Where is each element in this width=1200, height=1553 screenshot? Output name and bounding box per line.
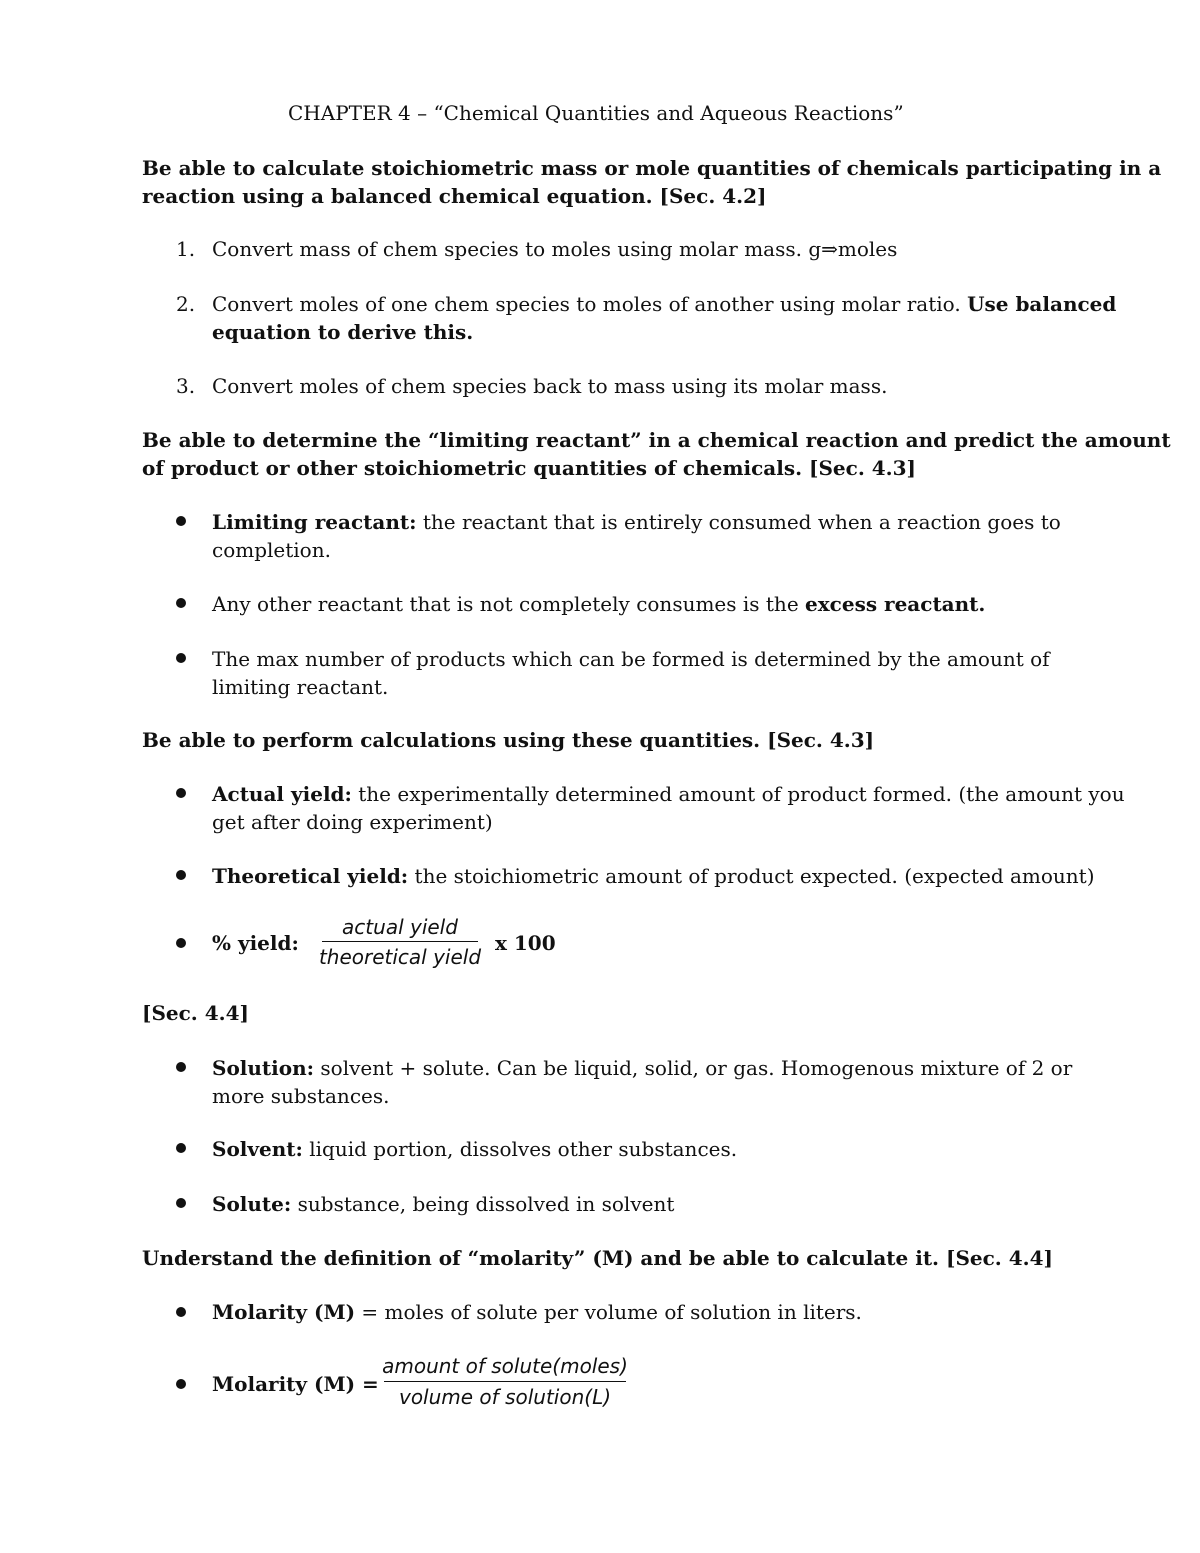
percent-yield-label: % yield: [212,931,299,955]
bullet-icon [176,1062,186,1072]
bullet-icon [176,598,186,608]
bullet-text-continued: completion. [212,538,331,562]
bullet-text: Solvent: liquid portion, dissolves other substances. [212,1137,738,1161]
molarity-formula-label: Molarity (M) = [212,1372,379,1396]
bullet-text: Any other reactant that is not completely consumes is the excess reactant. [212,592,986,616]
percent-yield-multiplier: x 100 [495,931,556,955]
molarity-numerator: amount of solute(moles) [382,1354,628,1378]
bullet-text: Molarity (M) = moles of solute per volume of solution in liters. [212,1300,862,1324]
section1-heading-line2: reaction using a balanced chemical equation. [Sec. 4.2] [142,184,767,208]
bullet-text: Limiting reactant: the reactant that is entirely consumed when a reaction goes to [212,510,1061,534]
bullet-icon [176,1143,186,1153]
bullet-text: The max number of products which can be formed is determined by the amount of [212,647,1050,671]
bullet-text: Solution: solvent + solute. Can be liquid, solid, or gas. Homogenous mixture of 2 or [212,1056,1073,1080]
bullet-text-continued: get after doing experiment) [212,810,493,834]
percent-yield-numerator: actual yield [342,915,458,939]
bullet-icon [176,653,186,663]
list-number: 1. [176,237,196,261]
bullet-text-continued: more substances. [212,1084,390,1108]
bullet-text: Solute: substance, being dissolved in solvent [212,1192,675,1216]
list-number: 3. [176,374,196,398]
bullet-icon [176,938,186,948]
bullet-text: Actual yield: the experimentally determined amount of product formed. (the amount you [212,782,1125,806]
list-item-text: Convert moles of chem species back to mass using its molar mass. [212,374,888,398]
bullet-icon [176,516,186,526]
list-item-text: Convert mass of chem species to moles using molar mass. g⇒moles [212,237,898,261]
bullet-icon [176,1307,186,1317]
molarity-denominator: volume of solution(L) [398,1385,612,1409]
bullet-icon [176,788,186,798]
bullet-text: Theoretical yield: the stoichiometric amount of product expected. (expected amount) [212,864,1095,888]
list-item-text-continued: equation to derive this. [212,320,474,344]
list-number: 2. [176,292,196,316]
section1-heading-line1: Be able to calculate stoichiometric mass or mole quantities of chemicals participating in a [142,156,1162,180]
fraction-bar [384,1381,626,1382]
page-title: CHAPTER 4 – “Chemical Quantities and Aqueous Reactions” [288,101,904,125]
percent-yield-denominator: theoretical yield [318,945,482,969]
fraction-bar [322,941,478,942]
section2-heading-line1: Be able to determine the “limiting reactant” in a chemical reaction and predict the amount [142,428,1171,452]
list-item-text: Convert moles of one chem species to moles of another using molar ratio. Use balanced [212,292,1117,316]
bullet-icon [176,870,186,880]
section3-heading: Be able to perform calculations using these quantities. [Sec. 4.3] [142,728,875,752]
section5-heading: Understand the definition of “molarity” (M) and be able to calculate it. [Sec. 4.4] [142,1246,1053,1270]
section2-heading-line2: of product or other stoichiometric quantities of chemicals. [Sec. 4.3] [142,456,917,480]
bullet-text-continued: limiting reactant. [212,675,389,699]
bullet-icon [176,1198,186,1208]
section4-heading: [Sec. 4.4] [142,1001,249,1025]
bullet-icon [176,1379,186,1389]
